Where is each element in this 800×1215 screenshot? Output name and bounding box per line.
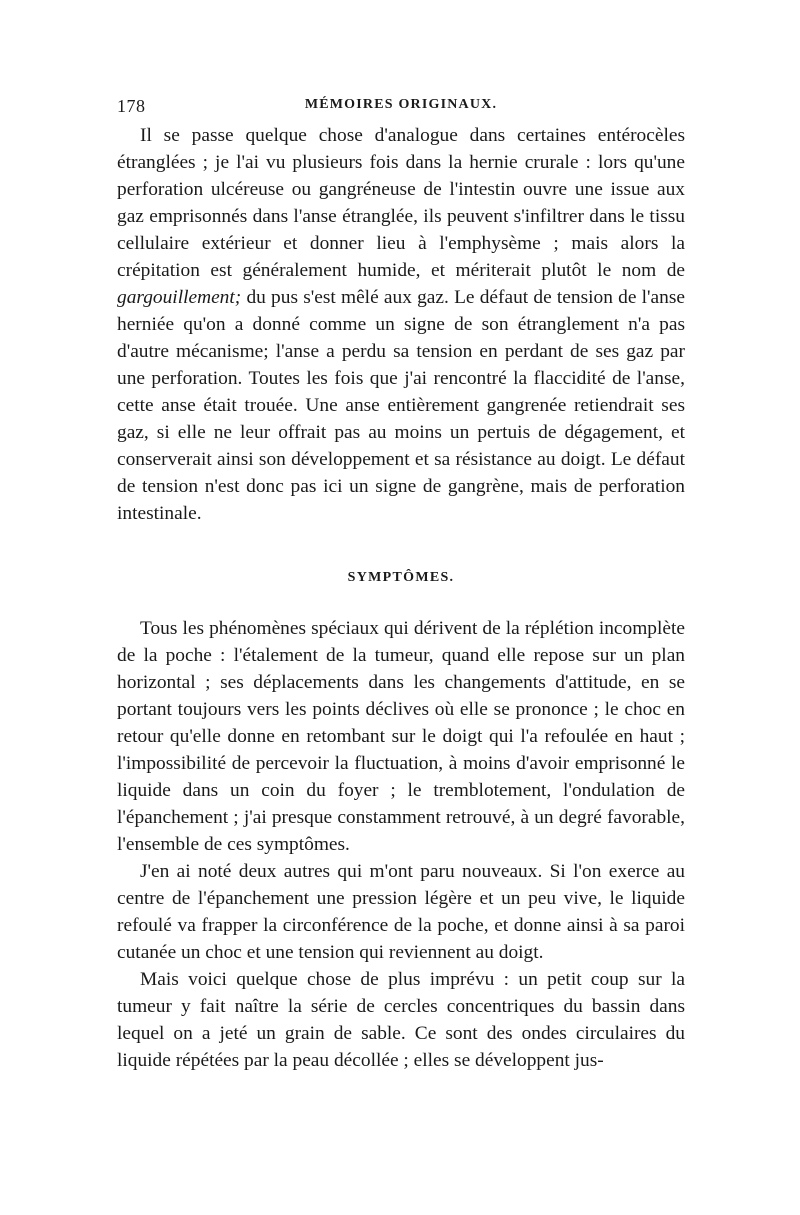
section-heading: SYMPTÔMES. xyxy=(347,570,455,585)
paragraph-1-text-b: du pus s'est mêlé aux gaz. Le défaut de tension de l'anse herniée qu'on a donné comme un signe de son étranglement n'a pas d'autre mécanisme; l'anse a perdu sa tension en perdant de ses gaz par une perforation. Toutes les fois que j'ai rencontré la flaccidité de l'anse, cette anse était trouée. Une anse entièrement gangrenée retiendrait ses gaz, si elle ne leur offrait pas au moins un pertuis de dégagement, et conserverait ainsi son développement et sa résistance au doigt. Le défaut de tension n'est donc pas ici un signe de gangrène, mais de perforation intestinale. xyxy=(117,287,685,524)
paragraph-1-text-a: Il se passe quelque chose d'analogue dans certaines entérocèles étranglées ; je l'ai vu plusieurs fois dans la hernie crurale : lors qu'une perforation ulcéreuse ou gangréneuse de l'intestin ouvre une issue aux gaz emprisonnés dans l'anse étranglée, ils peuvent s'infiltrer dans le tissu cellulaire extérieur et donner lieu à l'emphysème ; mais alors la crépitation est généralement humide, et mériterait plutôt le nom de xyxy=(117,125,685,281)
body-text xyxy=(117,122,685,1074)
paragraph-1 xyxy=(117,122,685,527)
paragraph-1-italic-term: gargouillement; xyxy=(117,287,242,308)
running-title: MÉMOIRES ORIGINAUX. xyxy=(304,97,498,112)
running-head xyxy=(117,96,685,122)
paragraph-3: J'en ai noté deux autres qui m'ont paru nouveaux. Si l'on exerce au centre de l'épanchement une pression légère et un peu vive, le liquide refoulé va frapper la circonférence de la poche, et donne ainsi à sa paroi cutanée un choc et une tension qui reviennent au doigt. xyxy=(117,861,685,963)
book-page xyxy=(117,96,685,1074)
paragraph-4: Mais voici quelque chose de plus imprévu : un petit coup sur la tumeur y fait naître la série de cercles concentriques du bassin dans lequel on a jeté un grain de sable. Ce sont des ondes circulaires du liquide répétées par la peau décollée ; elles se développent jus- xyxy=(117,969,685,1071)
page-number: 178 xyxy=(117,96,146,116)
paragraph-2: Tous les phénomènes spéciaux qui dérivent de la réplétion incomplète de la poche : l'étalement de la tumeur, quand elle repose sur un plan horizontal ; ses déplacements dans les changements d'attitude, en se portant toujours vers les points déclives où elle se prononce ; le choc en retour qu'elle donne en retombant sur le doigt qui l'a refoulée en haut ; l'impossibilité de percevoir la fluctuation, à moins d'avoir emprisonné le liquide dans un coin du foyer ; le tremblotement, l'ondulation de l'épanchement ; j'ai presque constamment retrouvé, à un degré favorable, l'ensemble de ces symptômes. xyxy=(117,618,685,855)
